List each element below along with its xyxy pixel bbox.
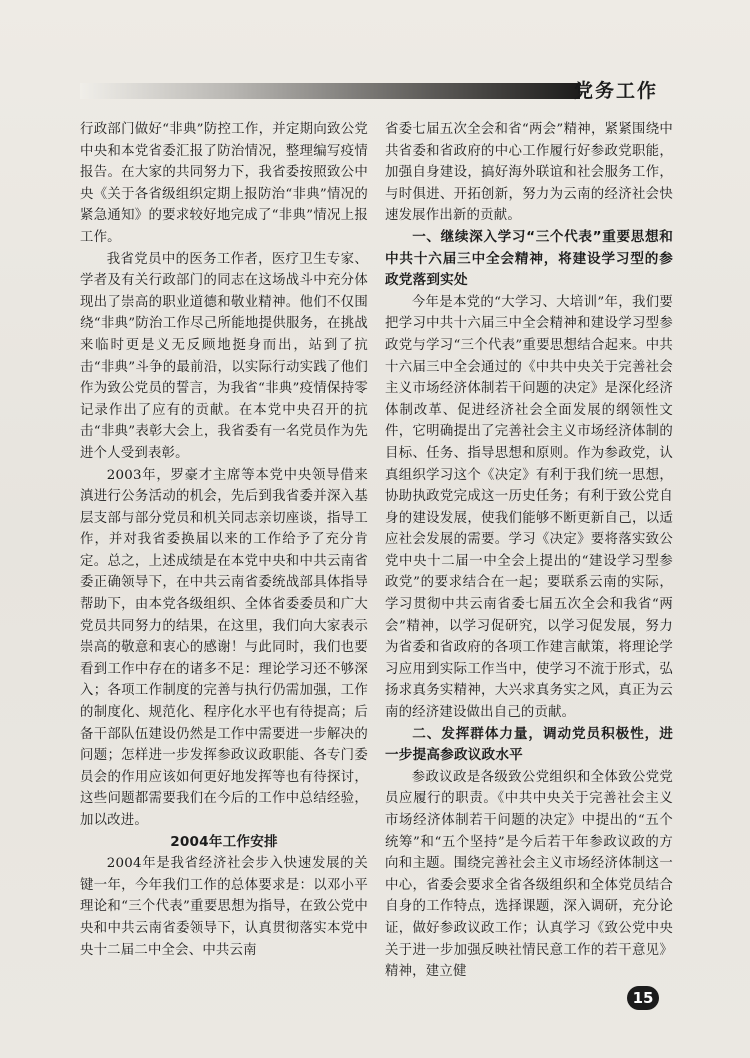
paragraph: 行政部门做好“非典”防控工作，并定期向致公党中央和本党省委汇报了防治情况，整理编写疫情报告。在大家的共同努力下，我省委按照致公中央《关于各省级组织定期上报防治“非典”情况的紧急通知》的要求较好地完成了“非典”情况上报工作。 (80, 122, 368, 245)
right-text-column (385, 119, 673, 983)
section-heading: 二、发挥群体力量，调动党员积极性，进一步提高参政议政水平 (385, 725, 673, 764)
section-heading: 2004年工作安排 (170, 833, 278, 850)
page-number: 15 (627, 986, 659, 1010)
left-text-column (80, 119, 368, 961)
section-heading: 一、继续深入学习“三个代表”重要思想和中共十六届三中全会精神，将建设学习型的参政党落到实处 (385, 228, 673, 289)
paragraph: 我省党员中的医务工作者，医疗卫生专家、学者及有关行政部门的同志在这场战斗中充分体现出了崇高的职业道德和敬业精神。他们不仅围绕“非典”防治工作尽己所能地提供服务，在挑战来临时更是义无反顾地挺身而出，站到了抗击“非典”斗争的最前沿，以实际行动实践了他们作为致公党员的誓言，为我省“非典”疫情保持零记录作出了应有的贡献。在本党中央召开的抗击“非典”表彰大会上，我省委有一名党员作为先进个人受到表彰。 (80, 251, 368, 461)
paragraph: 省委七届五次全会和省“两会”精神，紧紧围绕中共省委和省政府的中心工作履行好参政党职能，加强自身建设，搞好海外联谊和社会服务工作，与时俱进、开拓创新，努力为云南的经济社会快速发展作出新的贡献。 (385, 122, 673, 224)
paragraph: 2004年是我省经济社会步入快速发展的关键一年，今年我们工作的总体要求是：以邓小平理论和“三个代表”重要思想为指导，在致公党中央和中共云南省委领导下，认真贯彻落实本党中央十二届二中全会、中共云南 (80, 856, 368, 958)
paragraph: 参政议政是各级致公党组织和全体致公党党员应履行的职责。《中共中央关于完善社会主义市场经济体制若干问题的决定》中提出的“五个统筹”和“五个坚持”是今后若干年参政议政的方向和主题。围绕完善社会主义市场经济体制这一中心，省委会要求全省各级组织和全体党员结合自身的工作特点，选择课题，深入调研，充分论证，做好参政议政工作；认真学习《致公党中央关于进一步加强反映社情民意工作的若干意见》精神，建立健 (385, 769, 673, 980)
paragraph: 2003年，罗豪才主席等本党中央领导借来滇进行公务活动的机会，先后到我省委并深入基层支部与部分党员和机关同志亲切座谈，指导工作，并对我省委换届以来的工作给予了充分肯定。总之，上述成绩是在本党中央和中共云南省委正确领导下，在中共云南省委统战部具体指导帮助下，由本党各级组织、全体省委委员和广大党员共同努力的结果，在这里，我们向大家表示崇高的敬意和衷心的感谢！与此同时，我们也要看到工作中存在的诸多不足：理论学习还不够深入；各项工作制度的完善与执行仍需加强，工作的制度化、规范化、程序化水平也有待提高；后备干部队伍建设仍然是工作中需要进一步解决的问题；怎样进一步发挥参政议政职能、各专门委员会的作用应该如何更好地发挥等也有待探讨，这些问题都需要我们在今后的工作中总结经验，加以改进。 (80, 467, 368, 828)
paragraph: 今年是本党的“大学习、大培训”年，我们要把学习中共十六届三中全会精神和建设学习型参政党与学习“三个代表”重要思想结合起来。中共十六届三中全会通过的《中共中央关于完善社会主义市场经济体制若干问题的决定》是深化经济体制改革、促进经济社会全面发展的纲领性文件，它明确提出了完善社会主义市场经济体制的目标、任务、指导思想和原则。作为参政党，认真组织学习这个《决定》有利于我们统一思想，协助执政党完成这一历史任务；有利于致公党自身的建设发展，使我们能够不断更新自己，以适应社会发展的需要。学习《决定》要将落实致公党中央十二届一中全会上提出的“建设学习型参政党”的要求结合在一起；要联系云南的实际，学习贯彻中共云南省委七届五次全会和我省“两会”精神，以学习促研究，以学习促发展，努力为省委和省政府的各项工作建言献策，将理论学习应用到实际工作当中，使学习不流于形式，弘扬求真务实精神，大兴求真务实之风，真正为云南的经济建设做出自己的贡献。 (385, 294, 673, 721)
section-label: 党务工作 (574, 80, 659, 102)
header-gradient-bar (80, 83, 580, 99)
